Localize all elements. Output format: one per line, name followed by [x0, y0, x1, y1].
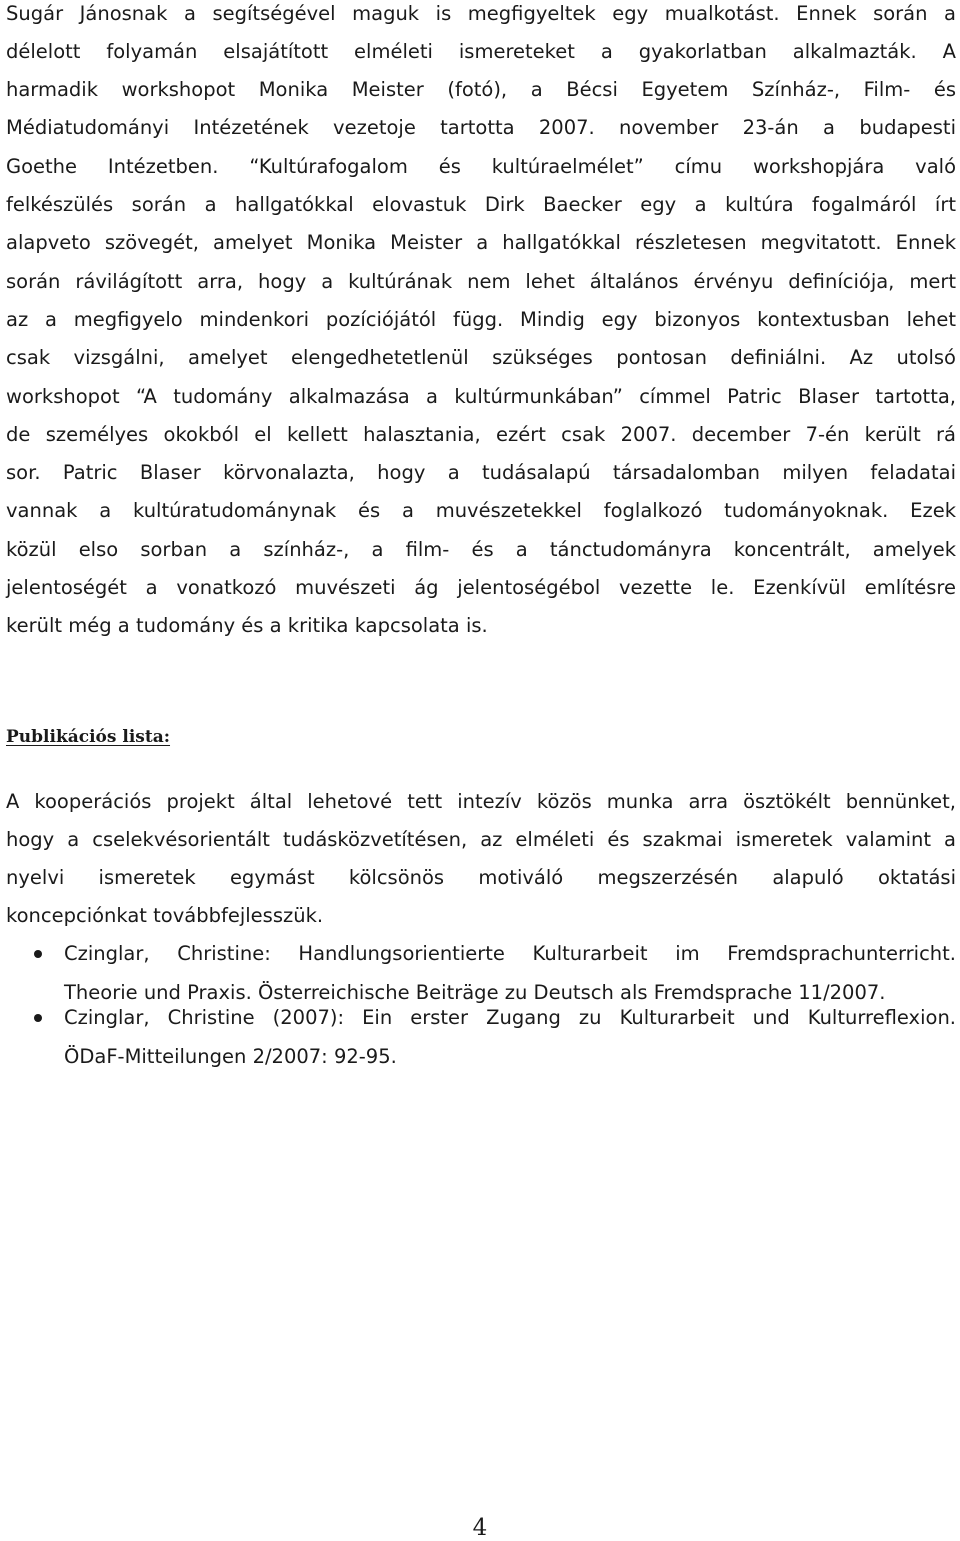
text-line: Czinglar, Christine: Handlungsorientierte Kulturarbeit im Fremdsprachunterricht.	[64, 942, 956, 965]
page-number: 4	[472, 1515, 488, 1541]
text-line: Theorie und Praxis. Österreichische Beiträge zu Deutsch als Fremdsprache 11/2007.	[64, 981, 886, 1004]
bullet-icon	[34, 1014, 42, 1022]
text-line: ÖDaF-Mitteilungen 2/2007: 92-95.	[64, 1045, 397, 1068]
text-line: workshopot “A tudomány alkalmazása a kultúrmunkában” címmel Patric Blaser tartotta,	[6, 385, 956, 408]
section-heading: Publikációs lista:	[6, 727, 171, 747]
text-line: csak vizsgálni, amelyet elengedhetetlenül szükséges pontosan definiálni. Az utolsó	[6, 346, 956, 369]
text-line: harmadik workshopot Monika Meister (fotó), a Bécsi Egyetem Színház-, Film- és	[6, 78, 956, 101]
text-line: Czinglar, Christine (2007): Ein erster Zugang zu Kulturarbeit und Kulturreflexion.	[64, 1006, 956, 1029]
text-line: de személyes okokból el kellett halasztania, ezért csak 2007. december 7-én került rá	[6, 423, 956, 446]
text-line: délelott folyamán elsajátított elméleti ismereteket a gyakorlatban alkalmazták. A	[6, 40, 956, 63]
text-line: Sugár Jánosnak a segítségével maguk is megfigyeltek egy mualkotást. Ennek során a	[6, 2, 956, 25]
text-line: nyelvi ismeretek egymást kölcsönös motiváló megszerzésén alapuló oktatási	[6, 866, 956, 889]
text-line: felkészülés során a hallgatókkal elovastuk Dirk Baecker egy a kultúra fogalmáról írt	[6, 193, 956, 216]
text-line: hogy a cselekvésorientált tudásközvetítésen, az elméleti és szakmai ismeretek valamint a	[6, 828, 956, 851]
bullet-icon	[34, 950, 42, 958]
text-line: jelentoségét a vonatkozó muvészeti ág jelentoségébol vezette le. Ezenkívül említésre	[6, 576, 956, 599]
text-line: A kooperációs projekt által lehetové tett intezív közös munka arra ösztökélt bennünket,	[6, 790, 956, 813]
text-line: Goethe Intézetben. “Kultúrafogalom és kultúraelmélet” címu workshopjára való	[6, 155, 956, 178]
text-line: Médiatudományi Intézetének vezetoje tartotta 2007. november 23-án a budapesti	[6, 116, 956, 139]
text-line: közül elso sorban a színház-, a film- és a tánctudományra koncentrált, amelyek	[6, 538, 956, 561]
text-line: vannak a kultúratudománynak és a muvészetekkel foglalkozó tudományoknak. Ezek	[6, 499, 956, 522]
text-line: sor. Patric Blaser körvonalazta, hogy a tudásalapú társadalomban milyen feladatai	[6, 461, 956, 484]
text-line: alapveto szövegét, amelyet Monika Meister a hallgatókkal részletesen megvitatott. Ennek	[6, 231, 956, 254]
text-line: az a megfigyelo mindenkori pozíciójától függ. Mindig egy bizonyos kontextusban lehet	[6, 308, 956, 331]
text-line: során rávilágított arra, hogy a kultúrának nem lehet általános érvényu definíciója, mert	[6, 270, 956, 293]
text-line: került még a tudomány és a kritika kapcsolata is.	[6, 614, 488, 637]
text-line: koncepciónkat továbbfejlesszük.	[6, 904, 324, 927]
